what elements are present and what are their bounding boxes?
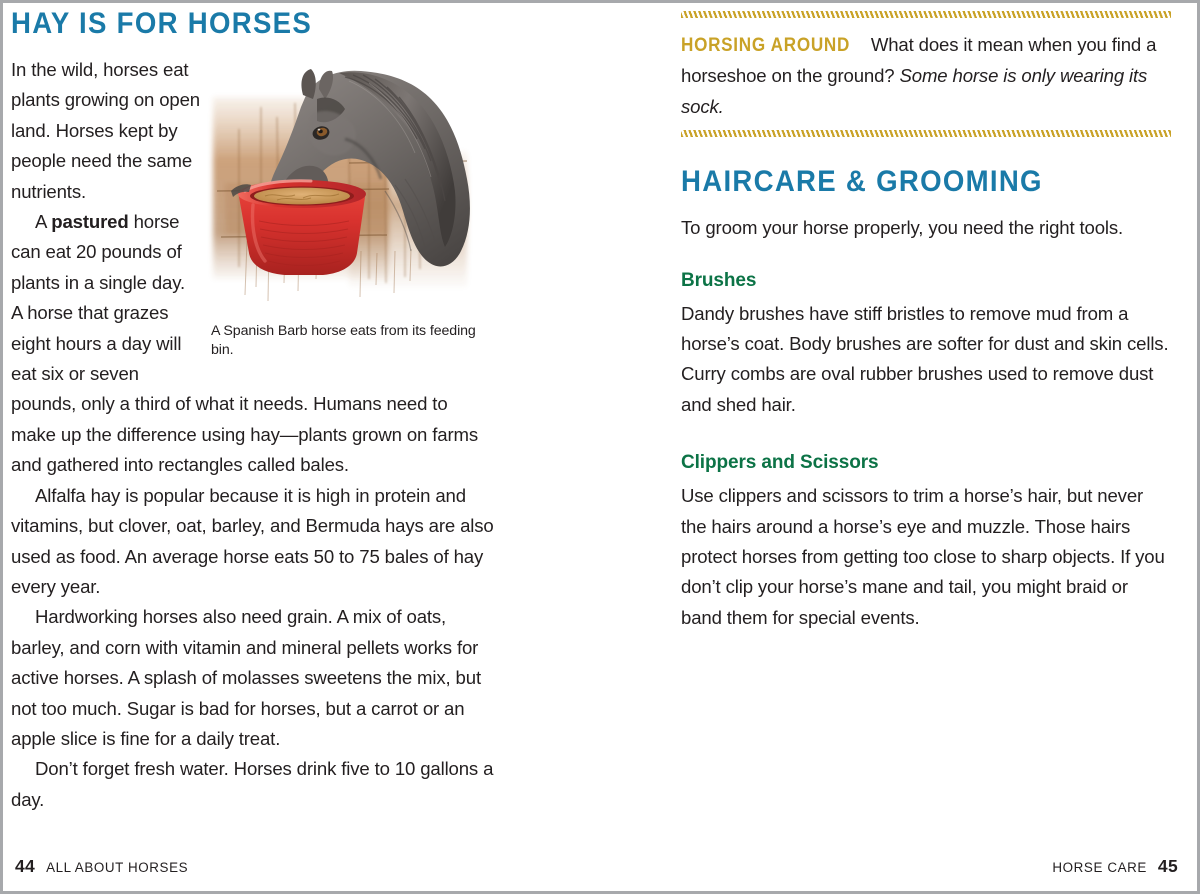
footer-left <box>15 856 188 877</box>
subsection-text-clippers: Use clippers and scissors to trim a horse’s hair, but never the hairs around a horse’s eye and muzzle. Those hairs protect horses from getting too close to sharp objects. If you don’t clip your horse’s mane and tail, you might braid or band them for special events. <box>681 485 1165 628</box>
page-number-left: 44 <box>15 856 36 876</box>
figure-caption: A Spanish Barb horse eats from its feeding bin. <box>211 323 476 358</box>
paragraph-2-lead: A <box>35 211 52 233</box>
paragraph-2-rest: horse can eat 20 pounds of plants in a single day. A horse that grazes eight hours a day will eat six or seven pounds, only a third of what it needs. Humans need to make up the difference using hay—plants grown on farms and gathered into rectangles called bales. <box>11 211 478 476</box>
spacer <box>681 420 1171 452</box>
intro-paragraph: To groom your horse properly, you need the right tools. <box>681 217 1124 239</box>
running-head-left: ALL ABOUT HORSES <box>46 860 189 875</box>
page-left <box>3 3 600 891</box>
glossary-term-pastured: pastured <box>51 211 129 233</box>
page-title: HAY IS FOR HORSES <box>11 7 313 40</box>
horse-illustration <box>199 55 496 317</box>
subsection-title-clippers: Clippers and Scissors <box>681 452 879 474</box>
hatch-rule-bottom <box>681 130 1171 137</box>
paragraph-3: Alfalfa hay is popular because it is high in protein and vitamins, but clover, oat, barley, and Bermuda hays are also used as food. An average horse eats 50 to 75 bales of hay every year. <box>11 484 494 597</box>
running-head-right: HORSE CARE <box>1052 860 1147 875</box>
paragraph-1: In the wild, horses eat plants growing on open land. Horses kept by people need the same nutrients. <box>11 59 200 202</box>
page-number-right: 45 <box>1157 856 1178 876</box>
page-right-content <box>681 9 1171 633</box>
funfact-answer: Some horse is only wearing its sock. <box>681 65 1148 117</box>
funfact-callout <box>681 9 1171 137</box>
paragraph-5: Don’t forget fresh water. Horses drink five to 10 gallons a day. <box>11 758 494 810</box>
footer-right <box>1052 856 1178 877</box>
page-title-right: HAIRCARE & GROOMING <box>681 165 1043 199</box>
funfact-text <box>681 25 1171 125</box>
page-left-content <box>11 9 496 815</box>
subsection-title-brushes: Brushes <box>681 269 757 291</box>
page-right <box>600 3 1200 891</box>
subsection-text-brushes: Dandy brushes have stiff bristles to remove mud from a horse’s coat. Body brushes are softer for dust and skin cells. Curry combs are oval rubber brushes used to remove dust and shed hair. <box>681 302 1169 415</box>
funfact-question: What does it mean when you find a horseshoe on the ground? <box>681 34 1157 87</box>
paragraph-4: Hardworking horses also need grain. A mix of oats, barley, and corn with vitamin and mineral pellets works for active horses. A splash of molasses sweetens the mix, but not too much. Sugar is bad for horses, but a carrot or an apple slice is fine for a daily treat. <box>11 606 481 749</box>
spacer <box>681 244 1171 270</box>
funfact-label: HORSING AROUND <box>681 35 851 56</box>
hatch-rule-top <box>681 11 1171 18</box>
horse-figure <box>199 55 496 360</box>
